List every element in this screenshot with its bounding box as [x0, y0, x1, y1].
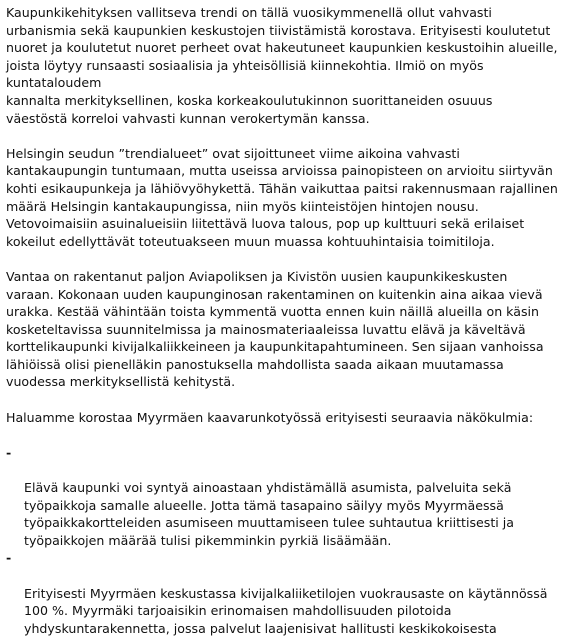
list-item-text: Elävä kaupunki voi syntyä ainoastaan yhdistämällä asumista, palveluita sekä työpaikkoja samalle alueelle. Jotta tämä tasapaino säilyy myös Myyrmäessä työpaikkakortteleiden asumiseen muuttamiseen tulee suhtautua kriittisesti ja työpaikkojen määrää tulisi pikemminkin pyrkiä lisäämään.: [24, 480, 515, 548]
list-item: [6, 549, 580, 637]
bullet-list: [6, 444, 580, 637]
document-page: [6, 4, 580, 637]
paragraph-perspectives-intro: Haluamme korostaa Myyrmäen kaavarunkotyössä erityisesti seuraavia näkökulmia:: [6, 409, 534, 425]
list-item-text: Erityisesti Myyrmäen keskustassa kivijalkaliiketilojen vuokrausaste on käytännössä 100 %. Myyrmäki tarjoaisikin erinomaisen mahdollisuuden pilotoida yhdyskuntarakennetta, jossa palvelut laajenisivat hallitusti keskikokoisesta: [24, 585, 548, 636]
dash-bullet-icon: -: [6, 444, 12, 460]
paragraph-trend: Kaupunkikehityksen vallitseva trendi on tällä vuosikymmenellä ollut vahvasti urbanismia sekä kaupunkien keskustojen tiivistämistä korostava. Erityisesti koulutetut nuoret ja koulutetut nuoret perheet ovat hakeutuneet kaupunkien keskustoihin alueille, joista löytyy runsaasti sosiaalisia ja yhteisöllisiä kiinnekohtia. Ilmiö on myös kuntataloudem kannalta merkityksellinen, koska korkeakoulutukinnon suorittaneiden osuuus väestöstä korreloi vahvasti kunnan verokertymän kanssa.: [6, 5, 558, 126]
list-item: [6, 444, 580, 550]
paragraph-helsinki: Helsingin seudun ”trendialueet” ovat sijoittuneet viime aikoina vahvasti kantakaupungin tuntumaan, mutta useissa arvioissa painopisteen on arvioitu siirtyvän kohti esikaupunkeja ja lähiövyöhykettä. Tähän vaikuttaa paitsi rakennusmaan rajallinen määrä Helsingin kantakaupungissa, niin myös kiinteistöjen hintojen nousu. Vetovoimaisiin asuinalueisiin liitettävä luova talous, pop up kulttuuri sekä erilaiset kokeilut edellyttävät toteutuakseen muun muassa kohtuuhintaisia toimitiloja.: [6, 145, 558, 249]
paragraph-vantaa: Vantaa on rakentanut paljon Aviapoliksen ja Kivistön uusien kaupunkikeskusten varaan. Kokonaan uuden kaupunginosan rakentaminen on kuitenkin aina aikaa vievä urakka. Kestää vähintään toista kymmentä vuotta ennen kuin näillä alueilla on käsin kosketeltavissa suunnitelmissa ja mainosmateriaaleissa luvattu elävä ja käveltävä korttelikaupunki kivijalkaliikkeineen ja kaupunkitapahtumineen. Sen sijaan vanhoissa lähiöissä olisi pienelläkin panostuksella mahdollista saada aikaan muutamassa vuodessa merkityksellistä kehitystä.: [6, 268, 544, 390]
dash-bullet-icon: -: [6, 550, 12, 566]
